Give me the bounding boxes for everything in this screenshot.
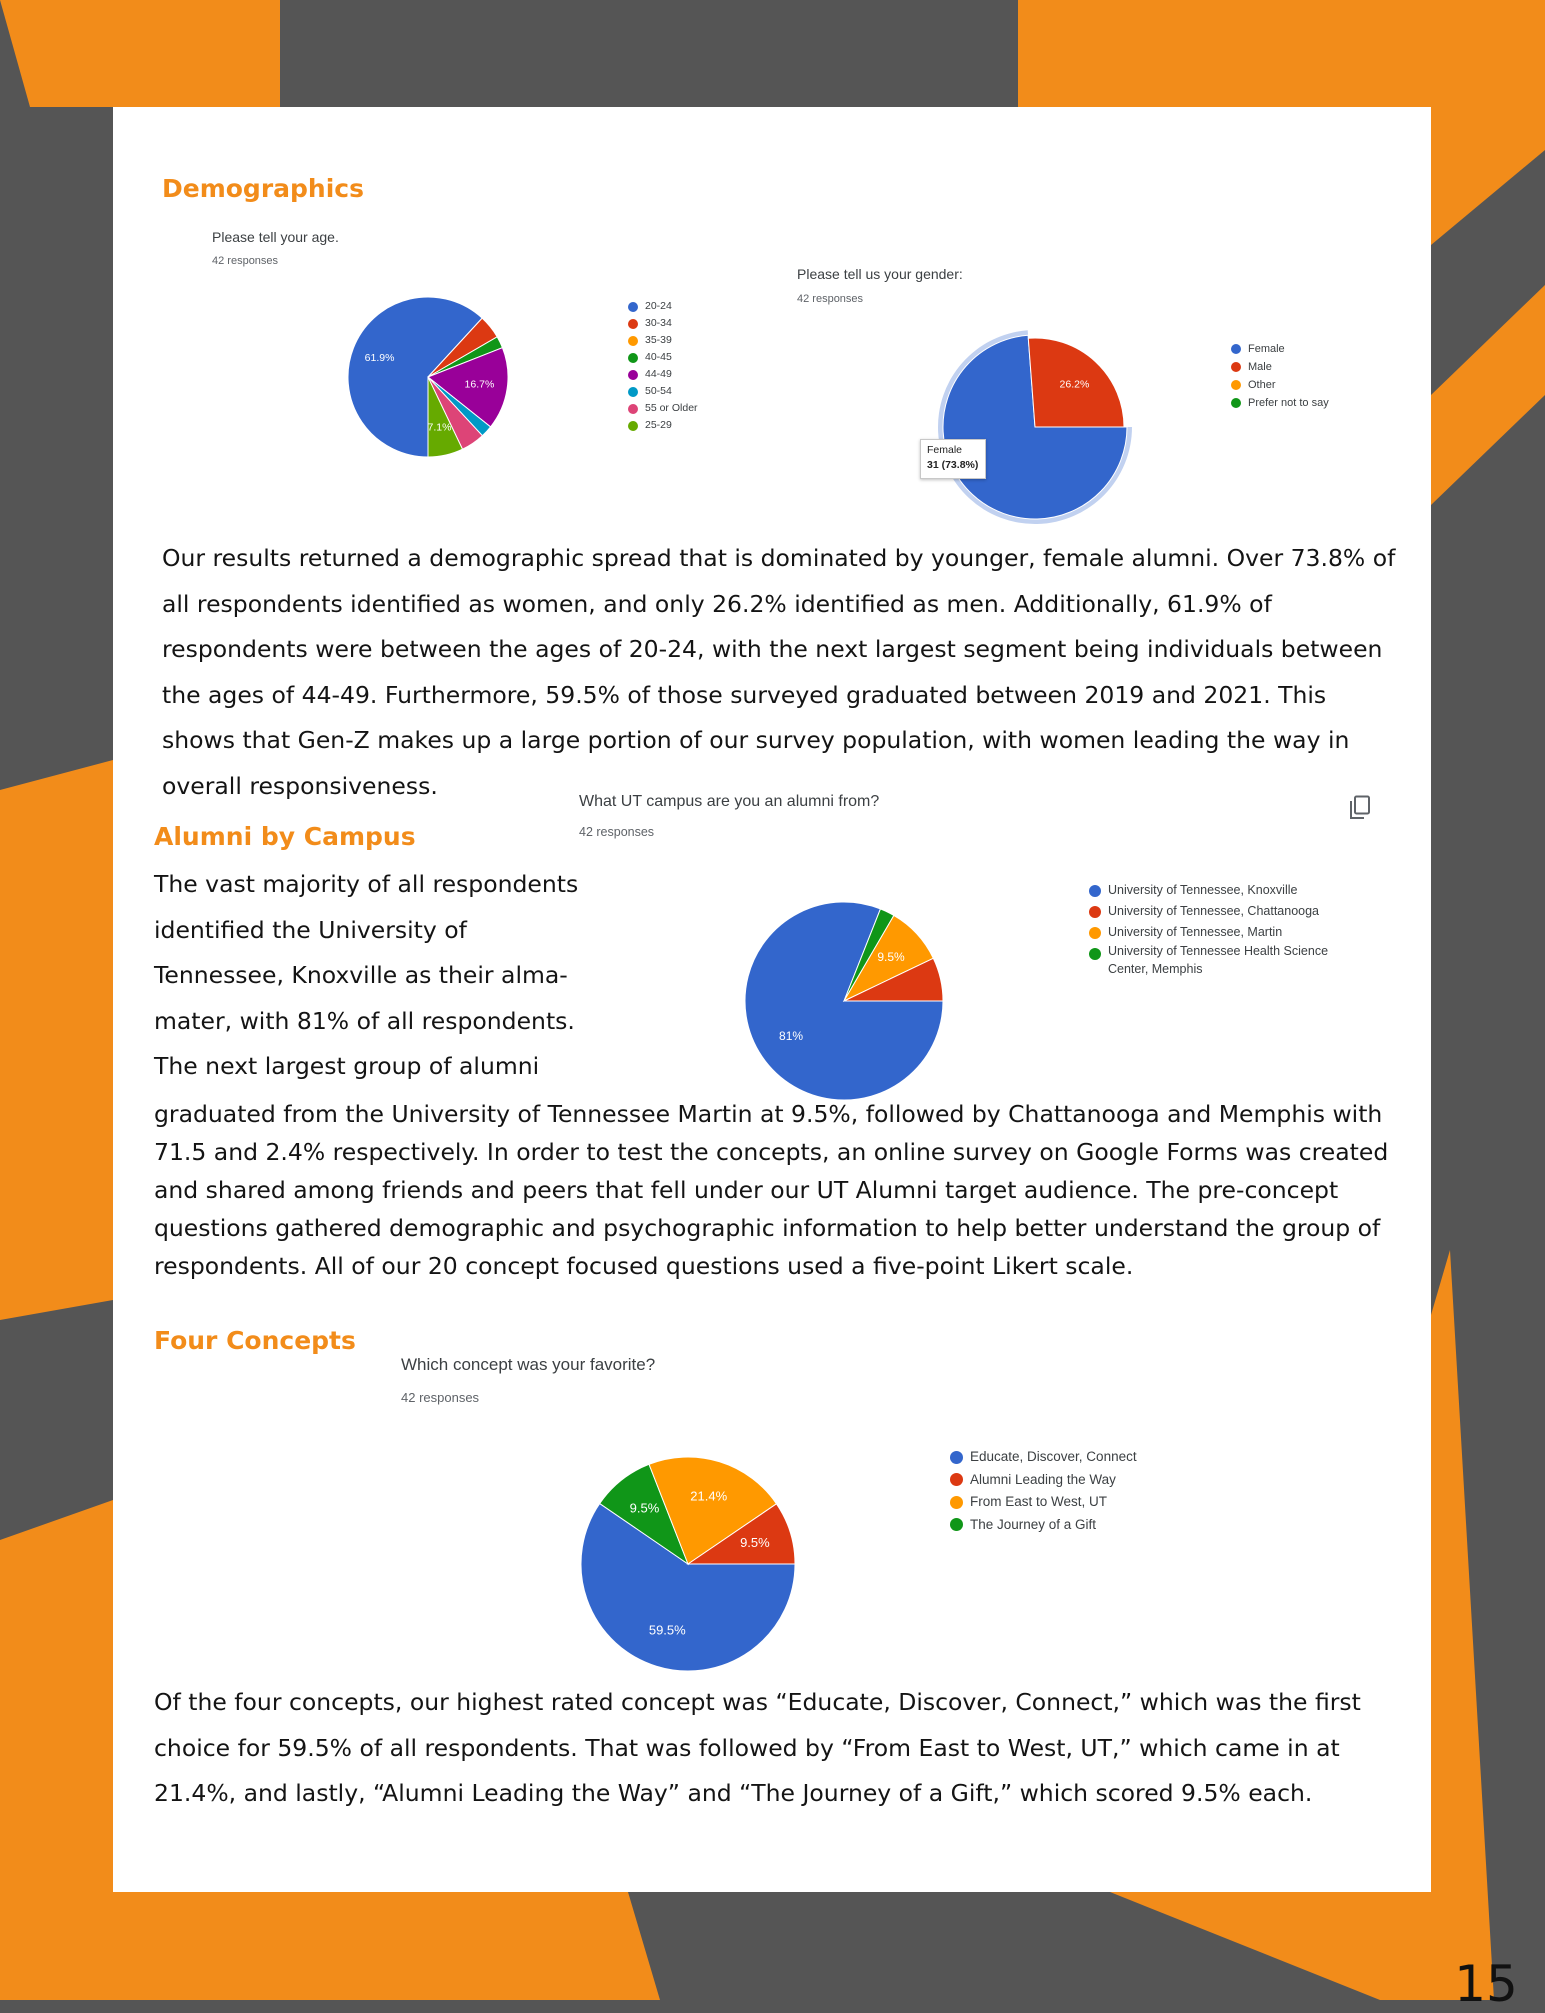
concept-chart-title: Which concept was your favorite? [401, 1355, 656, 1374]
pie-slice-value-label: 9.5% [877, 949, 905, 964]
campus-chart [570, 785, 1380, 1095]
legend-item[interactable] [628, 400, 698, 417]
legend-swatch [628, 387, 638, 397]
legend-label: Prefer not to say [1248, 397, 1329, 409]
legend-swatch [950, 1518, 963, 1531]
concept-chart [392, 1350, 1192, 1670]
age-chart [200, 225, 740, 475]
legend-item[interactable] [628, 366, 698, 383]
pie-slice-value-label: 9.5% [740, 1534, 770, 1550]
pie-slice-value-label: 16.7% [464, 378, 495, 391]
legend-item[interactable] [1231, 358, 1329, 376]
legend-item[interactable] [1089, 880, 1328, 901]
gender-tooltip-value: 31 (73.8%) [927, 459, 979, 471]
legend-swatch [628, 336, 638, 346]
legend-swatch [1089, 906, 1101, 918]
orange-shape-left [0, 760, 113, 1320]
legend-swatch [1231, 398, 1241, 408]
legend-item[interactable] [628, 298, 698, 315]
legend-label: Female [1248, 343, 1285, 355]
legend-swatch [1089, 927, 1101, 939]
legend-item[interactable] [628, 315, 698, 332]
pie-slice-value-label: 26.2% [1059, 378, 1090, 391]
legend-label: From East to West, UT [970, 1494, 1108, 1509]
legend-swatch [628, 302, 638, 312]
legend-label: University of Tennessee, Martin [1108, 925, 1283, 939]
demographics-paragraph: Our results returned a demographic spread that is dominated by younger, female alumni. Over 73.8% of all respondents identified as women, and only 26.2% identified as men. Additionally, 61.9% of respondents were between the ages of 20-24, with the next largest segment being individuals between the ages of 44-49. Furthermore, 59.5% of those surveyed graduated between 2019 and 2021. This shows that Gen-Z makes up a large portion of our survey population, with women leading the way in overall responsiveness. [162, 544, 1396, 800]
gender-chart-title: Please tell us your gender: [797, 266, 963, 282]
legend-item[interactable] [1231, 394, 1329, 412]
legend-label: 44-49 [645, 368, 672, 380]
legend-swatch [628, 421, 638, 431]
gender-legend [1231, 340, 1329, 412]
campus-chart-responses: 42 responses [579, 825, 655, 839]
legend-label: University of Tennessee Health Science [1108, 944, 1329, 958]
legend-item[interactable] [950, 1469, 1137, 1492]
legend-label: 25-29 [645, 419, 672, 431]
page-number: 15 [1454, 1955, 1518, 2013]
pie-slice-value-label: 9.5% [629, 1500, 660, 1516]
pie-slice-value-label: 81% [779, 1029, 804, 1044]
age-chart-title: Please tell your age. [212, 229, 339, 245]
legend-swatch [628, 404, 638, 414]
gender-chart-responses: 42 responses [797, 293, 864, 305]
campus-paragraph-wrap: The vast majority of all respondents identified the University of Tennessee, Knoxville as their alma-mater, with 81% of all respondents. The next largest group of alumni [154, 870, 579, 1080]
legend-item[interactable] [628, 417, 698, 434]
legend-swatch [628, 353, 638, 363]
orange-shape-top-left [0, 0, 280, 107]
legend-swatch [628, 319, 638, 329]
legend-swatch [628, 370, 638, 380]
campus-paragraph: graduated from the University of Tennessee Martin at 9.5%, followed by Chattanooga and Memphis with 71.5 and 2.4% respectively. In order to test the concepts, an online survey on Google Forms was created and shared among friends and peers that fell under our UT Alumni target audience. The pre-concept questions gathered demographic and psychographic information to help better understand the group of respondents. All of our 20 concept focused questions used a five-point Likert scale. [154, 1100, 1389, 1280]
legend-item[interactable] [950, 1514, 1137, 1537]
pie-slice-value-label: 21.4% [690, 1488, 728, 1504]
demographics-heading: Demographics [162, 174, 364, 203]
legend-item[interactable] [1089, 901, 1328, 922]
legend-label: Male [1248, 361, 1272, 373]
legend-label: Center, Memphis [1108, 961, 1203, 976]
pie-slice-value-label: 61.9% [364, 351, 395, 364]
legend-item[interactable] [950, 1491, 1137, 1514]
concepts-heading: Four Concepts [154, 1326, 356, 1355]
pie-slice-value-label: 7.1% [427, 421, 452, 434]
legend-label: University of Tennessee, Chattanooga [1108, 904, 1320, 918]
campus-heading: Alumni by Campus [154, 822, 416, 851]
legend-label: 55 or Older [645, 402, 698, 414]
legend-label: 35-39 [645, 334, 672, 346]
legend-item[interactable] [628, 349, 698, 366]
concept-pie [558, 1434, 818, 1694]
legend-label: 30-34 [645, 317, 672, 329]
concept-legend [950, 1446, 1137, 1536]
legend-label: 40-45 [645, 351, 672, 363]
concepts-paragraph: Of the four concepts, our highest rated concept was “Educate, Discover, Connect,” which was the first choice for 59.5% of all respondents. That was followed by “From East to West, UT,” which came in at 21.4%, and lastly, “Alumni Leading the Way” and “The Journey of a Gift,” which scored 9.5% each. [154, 1688, 1361, 1807]
legend-swatch [1089, 885, 1101, 897]
gender-chart [785, 262, 1355, 532]
legend-swatch [1231, 362, 1241, 372]
legend-item[interactable] [1089, 922, 1328, 943]
copy-icon[interactable] [1348, 795, 1372, 821]
campus-legend [1089, 880, 1328, 979]
campus-pie [724, 881, 964, 1121]
legend-label: 50-54 [645, 385, 672, 397]
gender-tooltip [920, 439, 986, 479]
legend-swatch [950, 1496, 963, 1509]
legend-item[interactable] [1231, 340, 1329, 358]
legend-item[interactable] [1089, 943, 1328, 979]
legend-label: Other [1248, 379, 1276, 391]
legend-swatch [950, 1451, 963, 1464]
gender-tooltip-label: Female [927, 444, 963, 456]
legend-item[interactable] [628, 383, 698, 400]
legend-swatch [1089, 948, 1101, 960]
legend-label: Educate, Discover, Connect [970, 1449, 1137, 1464]
legend-item[interactable] [1231, 376, 1329, 394]
legend-swatch [1231, 380, 1241, 390]
legend-label: The Journey of a Gift [970, 1516, 1097, 1532]
gender-pie [925, 317, 1145, 537]
age-chart-responses: 42 responses [212, 255, 279, 267]
legend-item[interactable] [950, 1446, 1137, 1469]
legend-item[interactable] [628, 332, 698, 349]
pie-slice-value-label: 59.5% [648, 1622, 686, 1638]
legend-swatch [1231, 344, 1241, 354]
legend-swatch [950, 1473, 963, 1486]
legend-label: Alumni Leading the Way [970, 1471, 1116, 1487]
campus-chart-title: What UT campus are you an alumni from? [579, 793, 880, 810]
legend-label: University of Tennessee, Knoxville [1108, 883, 1298, 897]
legend-label: 20-24 [645, 300, 672, 312]
concept-chart-responses: 42 responses [401, 1390, 480, 1405]
age-legend [628, 298, 698, 434]
age-pie [328, 277, 528, 477]
